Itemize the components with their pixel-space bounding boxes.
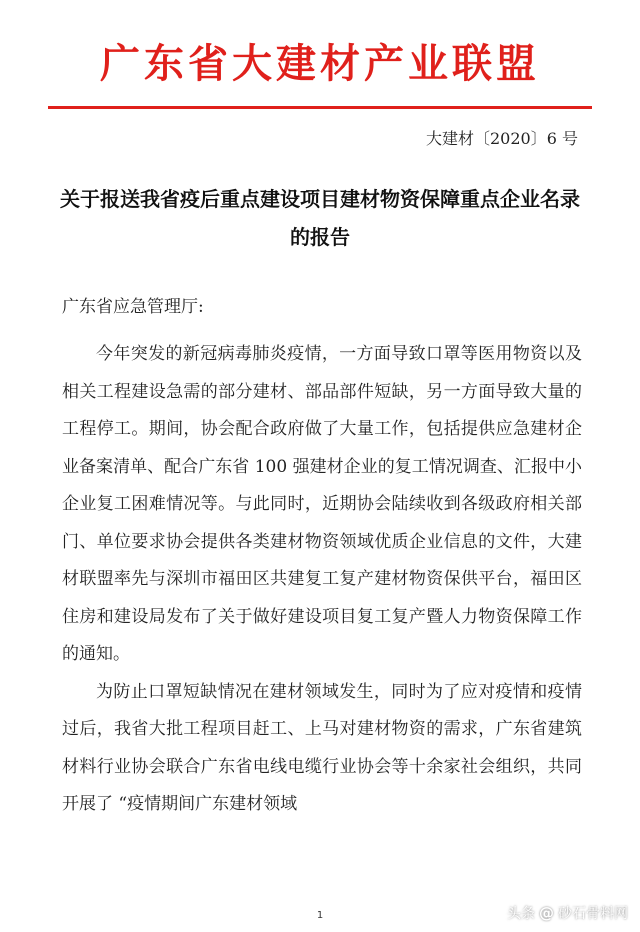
at-icon: @ (539, 904, 554, 922)
source-watermark (507, 903, 628, 923)
page-number: 1 (316, 910, 324, 921)
header-divider (48, 106, 592, 109)
document-title: 关于报送我省疫后重点建设项目建材物资保障重点企业名录的报告 (60, 187, 580, 249)
recipient-line: 广东省应急管理厅: (62, 297, 204, 317)
body-paragraph: 为防止口罩短缺情况在建材领域发生，同时为了应对疫情和疫情过后，我省大批工程项目赶工、上马对建材物资的需求，广东省建筑材料行业协会联合广东省电线电缆行业协会等十余家社会组织，共同开展了 “疫情期间广东建材领域 (62, 681, 582, 814)
document-body (62, 336, 582, 824)
document-number: 大建材〔2020〕6 号 (426, 129, 578, 148)
organization-header: 广东省大建材产业联盟 (100, 41, 540, 87)
watermark-account: 砂石骨料网 (558, 906, 628, 922)
watermark-prefix: 头条 (507, 906, 535, 922)
body-paragraph: 今年突发的新冠病毒肺炎疫情，一方面导致口罩等医用物资以及相关工程建设急需的部分建材、部品部件短缺，另一方面导致大量的工程停工。期间，协会配合政府做了大量工作，包括提供应急建材企业备案清单、配合广东省 100 强建材企业的复工情况调查、汇报中小企业复工困难情况等。与此同时，近期协会陆续收到各级政府相关部门、单位要求协会提供各类建材物资领域优质企业信息的文件，大建材联盟率先与深圳市福田区共建复工复产建材物资保供平台，福田区住房和建设局发布了关于做好建设项目复工复产暨人力物资保障工作的通知。 (62, 344, 582, 664)
